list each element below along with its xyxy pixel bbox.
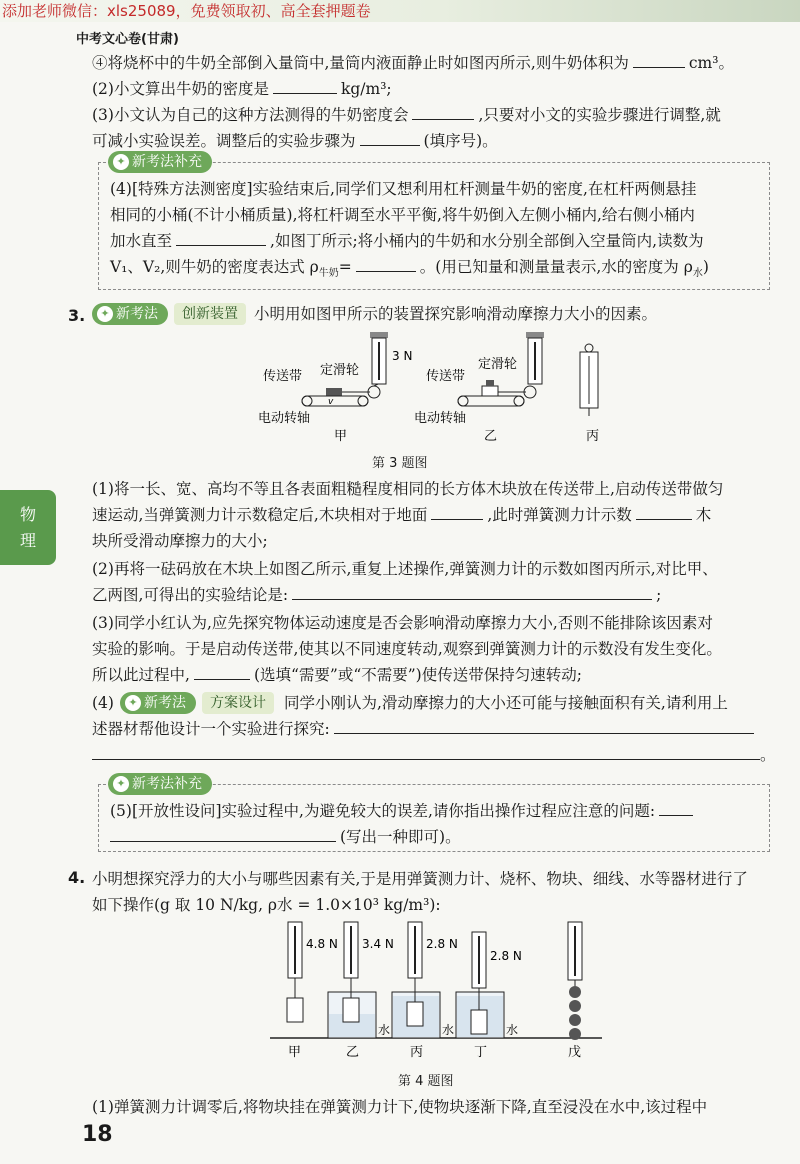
figure-jia	[258, 332, 412, 444]
reading-yi: 3.4 N	[362, 937, 394, 951]
label-ding: 丁	[474, 1045, 488, 1060]
q4-figure-caption: 第 4 题图	[398, 1074, 454, 1089]
velocity-label: v	[328, 397, 334, 407]
pulley-label: 定滑轮	[320, 363, 360, 378]
q3-part3-line1: (3)同学小红认为,应先探究物体运动速度是否会影响滑动摩擦力大小,否则不能排除该因素对	[92, 614, 713, 632]
block	[407, 1002, 423, 1026]
answer-blank[interactable]	[659, 801, 693, 816]
hook-weight	[569, 986, 581, 998]
water-label: 水	[442, 1023, 455, 1037]
scale-reading: 3 N	[392, 349, 413, 363]
ceiling-mount	[526, 332, 544, 338]
q2-step4: ④将烧杯中的牛奶全部倒入量筒中,量筒内液面静止时如图丙所示,则牛奶体积为 cm³。	[92, 54, 734, 72]
weight	[486, 380, 494, 386]
q4-line1: 小明想探究浮力的大小与哪些因素有关,于是用弹簧测力计、烧杯、物块、细线、水等器材进行了	[92, 870, 748, 888]
hook-weight	[569, 1014, 581, 1026]
q3-plan-design-tag: 方案设计	[202, 692, 274, 714]
q3-part3-line3: 所以此过程中, (选填“需要”或“不需要”)使传送带保持匀速转动;	[92, 666, 582, 684]
q3-new-method-tag: ✦ 新考法	[92, 303, 168, 325]
setup-jia	[287, 922, 338, 1060]
shaft-label: 电动转轴	[414, 411, 467, 426]
watermark-banner: 添加老师微信：xls25089，免费领取初、高全套押题卷	[0, 0, 800, 22]
q4-figure	[266, 918, 606, 1068]
q2-part3-line2: 可减小实验误差。调整后的实验步骤为 (填序号)。	[92, 132, 498, 150]
side-tab-char: 理	[19, 531, 36, 550]
fig-label-yi: 乙	[484, 429, 498, 444]
q3-new-method-tag-2: ✦ 新考法	[120, 692, 196, 714]
label-jia: 甲	[288, 1045, 302, 1060]
answer-blank[interactable]	[273, 79, 337, 94]
fig-label-jia: 甲	[334, 429, 348, 444]
q2-part3-line1: (3)小文认为自己的这种方法测得的牛奶密度会 ,只要对小文的实验步骤进行调整,就	[92, 106, 721, 124]
roller	[358, 396, 368, 406]
belt-label: 传送带	[426, 369, 466, 384]
page-number: 18	[82, 1122, 113, 1147]
question-number: 4.	[68, 868, 86, 887]
q2-part4-line3: 加水直至 ,如图丁所示;将小桶内的牛奶和水分别全部倒入空量筒内,读数为	[110, 232, 704, 250]
q3-supplement-tag: ✦ 新考法补充	[108, 773, 212, 795]
q3-part5-line2: (写出一种即可)。	[110, 824, 461, 850]
q3-part1-line2: 速运动,当弹簧测力计示数稳定后,木块相对于地面 ,此时弹簧测力计示数 木	[92, 506, 712, 524]
subject-side-tab	[0, 490, 56, 565]
q3-figure-caption: 第 3 题图	[372, 456, 428, 471]
scale-ring	[585, 344, 593, 352]
roller	[302, 396, 312, 406]
figure-bing	[580, 344, 599, 444]
label-wu: 戊	[568, 1045, 582, 1060]
answer-blank[interactable]	[356, 257, 416, 272]
hook-weight	[569, 1000, 581, 1012]
hook-weight	[569, 1028, 581, 1040]
answer-blank[interactable]	[360, 131, 420, 146]
figure-yi	[414, 332, 544, 444]
answer-blank[interactable]	[292, 585, 652, 600]
series-header: 中考文心卷(甘肃)	[76, 32, 179, 47]
lightbulb-icon: ✦	[125, 695, 141, 711]
q4-line2: 如下操作(g 取 10 N/kg, ρ水 = 1.0×10³ kg/m³):	[92, 896, 441, 914]
roller	[514, 396, 524, 406]
block	[471, 1010, 487, 1034]
water-label: 水	[506, 1023, 519, 1037]
q3-part1-line1: (1)将一长、宽、高均不等且各表面粗糙程度相同的长方体木块放在传送带上,启动传送带做匀	[92, 480, 724, 498]
side-tab-char: 物	[19, 505, 36, 524]
reading-bing: 2.8 N	[426, 937, 458, 951]
label-yi: 乙	[346, 1045, 360, 1060]
ceiling-mount	[370, 332, 388, 338]
answer-blank[interactable]	[412, 105, 474, 120]
block	[287, 998, 303, 1022]
answer-blank[interactable]	[92, 745, 760, 760]
q4-part1: (1)弹簧测力计调零后,将物块挂在弹簧测力计下,使物块逐渐下降,直至浸没在水中,该过程中	[92, 1098, 708, 1116]
answer-blank[interactable]	[636, 505, 692, 520]
q2-part2: (2)小文算出牛奶的密度是 kg/m³;	[92, 80, 392, 98]
reading-jia: 4.8 N	[306, 937, 338, 951]
q2-part4-line4: V₁、V₂,则牛奶的密度表达式 $\rho_{牛奶}=$ 。(用已知量和测量量表示,水的密度为 $\rho_水$)	[110, 258, 709, 280]
answer-blank[interactable]	[194, 665, 250, 680]
q3-innovative-device-tag: 创新装置	[174, 303, 246, 325]
fig-label-bing: 丙	[586, 429, 600, 444]
q3-part4-line2: 述器材帮他设计一个实验进行探究:	[92, 716, 754, 742]
pulley-label: 定滑轮	[478, 357, 518, 372]
reading-ding: 2.8 N	[490, 949, 522, 963]
wood-block	[326, 388, 342, 396]
setup-bing	[392, 922, 458, 1060]
belt-label: 传送带	[263, 369, 303, 384]
answer-blank[interactable]	[633, 53, 685, 68]
q3-part4-prefix: (4)	[92, 694, 114, 712]
q2-part4-line1: (4)[特殊方法测密度]实验结束后,同学们又想利用杠杆测量牛奶的密度,在杠杆两侧悬挂	[110, 180, 697, 198]
water-label: 水	[378, 1023, 391, 1037]
answer-blank[interactable]	[176, 231, 266, 246]
setup-yi	[328, 922, 394, 1060]
q3-part2-line1: (2)再将一砝码放在木块上如图乙所示,重复上述操作,弹簧测力计的示数如图丙所示,对比甲、	[92, 560, 718, 578]
roller	[458, 396, 468, 406]
answer-blank[interactable]	[110, 827, 336, 842]
answer-blank[interactable]	[431, 505, 483, 520]
q2-new-method-tag: ✦ 新考法补充	[108, 151, 212, 173]
q3-part1-line3: 块所受滑动摩擦力的大小;	[92, 532, 268, 550]
wood-block	[482, 386, 498, 396]
setup-wu	[568, 922, 582, 1060]
q3-part5-line1: (5)[开放性设问]实验过程中,为避免较大的误差,请你指出操作过程应注意的问题:	[110, 798, 693, 824]
q3-part4-line1: 同学小刚认为,滑动摩擦力的大小还可能与接触面积有关,请利用上	[284, 694, 728, 712]
block	[343, 998, 359, 1022]
lightbulb-icon: ✦	[97, 306, 113, 322]
lightbulb-icon: ✦	[113, 776, 129, 792]
q2-part4-line2: 相同的小桶(不计小桶质量),将杠杆调至水平平衡,将牛奶倒入左侧小桶内,给右侧小桶内	[110, 206, 695, 224]
q3-part3-line2: 实验的影响。于是启动传送带,使其以不同速度转动,观察到弹簧测力计的示数没有发生变化。	[92, 640, 722, 658]
answer-blank[interactable]	[334, 719, 754, 734]
label-bing: 丙	[410, 1045, 424, 1060]
question-number: 3.	[68, 306, 86, 325]
lightbulb-icon: ✦	[113, 154, 129, 170]
q3-figure	[250, 330, 630, 450]
setup-ding	[456, 932, 522, 1060]
q3-intro: 小明用如图甲所示的装置探究影响滑动摩擦力大小的因素。	[254, 305, 658, 323]
q3-part2-line2: 乙两图,可得出的实验结论是: ;	[92, 586, 662, 604]
shaft-label: 电动转轴	[258, 411, 311, 426]
q3-part4-line3: 。	[92, 742, 776, 768]
